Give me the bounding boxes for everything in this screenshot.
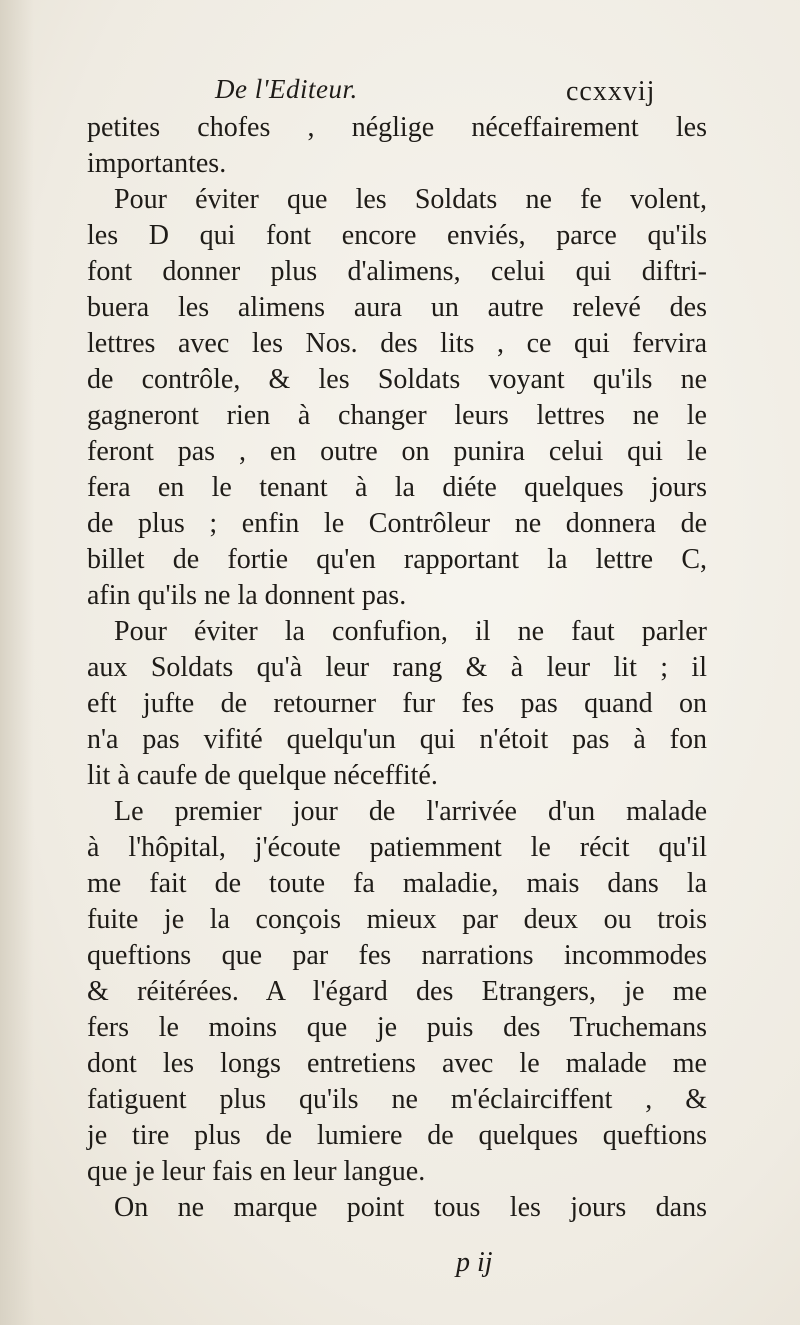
text-line: me fait de toute fa maladie, mais dans la bbox=[87, 868, 707, 899]
text-line: afin qu'ils ne la donnent pas. bbox=[87, 580, 407, 611]
text-line: fuite je la conçois mieux par deux ou trois bbox=[87, 904, 707, 935]
text-line: buera les alimens aura un autre relevé des bbox=[87, 292, 707, 323]
text-line: de contrôle, & les Soldats voyant qu'ils ne bbox=[87, 364, 707, 395]
text-line: fera en le tenant à la diéte quelques jours bbox=[87, 472, 707, 503]
text-line: queftions que par fes narrations incommodes bbox=[87, 940, 707, 971]
text-line: fers le moins que je puis des Truchemans bbox=[87, 1012, 707, 1043]
text-line: lit à caufe de quelque néceffité. bbox=[87, 760, 438, 791]
text-line: de plus ; enfin le Contrôleur ne donnera de bbox=[87, 508, 707, 539]
text-line: gagneront rien à changer leurs lettres ne le bbox=[87, 400, 707, 431]
text-line: billet de fortie qu'en rapportant la lettre C, bbox=[87, 544, 707, 575]
text-line: à l'hôpital, j'écoute patiemment le récit qu'il bbox=[87, 832, 707, 863]
text-line: les D qui font encore enviés, parce qu'ils bbox=[87, 220, 707, 251]
text-line: fatiguent plus qu'ils ne m'éclairciffent , & bbox=[87, 1084, 707, 1115]
text-line: lettres avec les Nos. des lits , ce qui fervira bbox=[87, 328, 707, 359]
text-line: feront pas , en outre on punira celui qui le bbox=[87, 436, 707, 467]
page-gutter-shadow bbox=[0, 0, 34, 1325]
text-line: On ne marque point tous les jours dans bbox=[114, 1192, 707, 1223]
text-line: Pour éviter que les Soldats ne fe volent, bbox=[114, 184, 707, 215]
text-line: & réitérées. A l'égard des Etrangers, je me bbox=[87, 976, 707, 1007]
text-line: que je leur fais en leur langue. bbox=[87, 1156, 426, 1187]
text-line: font donner plus d'alimens, celui qui diftri- bbox=[87, 256, 707, 287]
text-line: n'a pas vifité quelqu'un qui n'étoit pas à fon bbox=[87, 724, 707, 755]
page-number: ccxxvij bbox=[566, 76, 656, 107]
text-line: petites chofes , néglige néceffairement les bbox=[87, 112, 707, 143]
text-line: je tire plus de lumiere de quelques queftions bbox=[87, 1120, 707, 1151]
page-header bbox=[0, 70, 800, 110]
text-line: aux Soldats qu'à leur rang & à leur lit ; il bbox=[87, 652, 707, 683]
text-line: importantes. bbox=[87, 148, 227, 179]
text-line: eft jufte de retourner fur fes pas quand on bbox=[87, 688, 707, 719]
text-line: Pour éviter la confufion, il ne faut parler bbox=[114, 616, 707, 647]
text-line: Le premier jour de l'arrivée d'un malade bbox=[114, 796, 707, 827]
text-line: dont les longs entretiens avec le malade me bbox=[87, 1048, 707, 1079]
signature-mark: p ij bbox=[456, 1247, 493, 1278]
running-title: De l'Editeur. bbox=[215, 74, 358, 104]
body-text bbox=[87, 110, 707, 1226]
